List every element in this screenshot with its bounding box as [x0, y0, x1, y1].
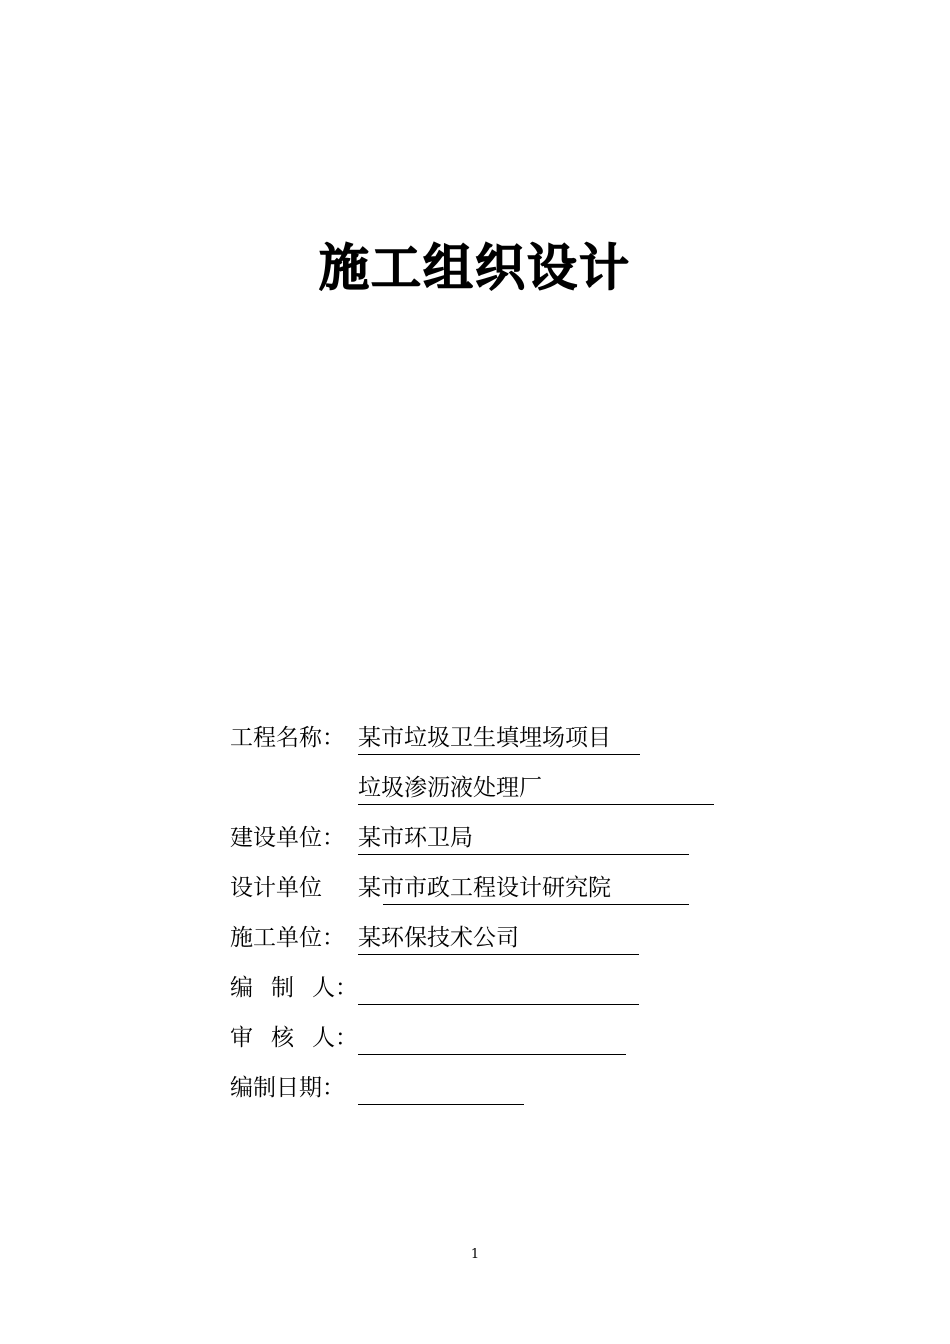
field-label: 建设单位： — [230, 825, 345, 851]
project-name-line2: 垃圾渗沥液处理厂 — [358, 775, 542, 801]
field-value — [358, 923, 639, 953]
field-value — [358, 823, 689, 853]
underline — [358, 754, 640, 755]
reviewer-blank — [358, 1023, 626, 1053]
underline — [358, 804, 714, 805]
compile-date-blank — [358, 1073, 524, 1103]
field-label: 施工单位： — [230, 925, 345, 951]
owner-value: 某市环卫局 — [358, 825, 473, 851]
contractor-value: 某环保技术公司 — [358, 925, 519, 951]
designer-value: 某市市政工程设计研究院 — [358, 875, 611, 901]
underline — [358, 1004, 639, 1005]
field-label: 工程名称： — [230, 725, 345, 751]
underline — [358, 854, 689, 855]
underline — [358, 954, 639, 955]
underline — [358, 1054, 626, 1055]
project-name-line1: 某市垃圾卫生填埋场项目 — [358, 725, 611, 751]
field-label: 编制日期： — [230, 1075, 345, 1101]
field-value — [358, 773, 714, 803]
compiler-blank — [358, 973, 639, 1003]
underline — [383, 904, 689, 905]
field-label: 设计单位 — [230, 875, 322, 901]
page-number: 1 — [470, 1247, 480, 1262]
field-label: 审 核 人： — [230, 1025, 358, 1051]
field-value — [358, 873, 689, 903]
field-label: 编 制 人： — [230, 975, 358, 1001]
field-value — [358, 723, 640, 753]
document-title: 施工组织设计 — [319, 239, 631, 297]
underline — [358, 1104, 524, 1105]
